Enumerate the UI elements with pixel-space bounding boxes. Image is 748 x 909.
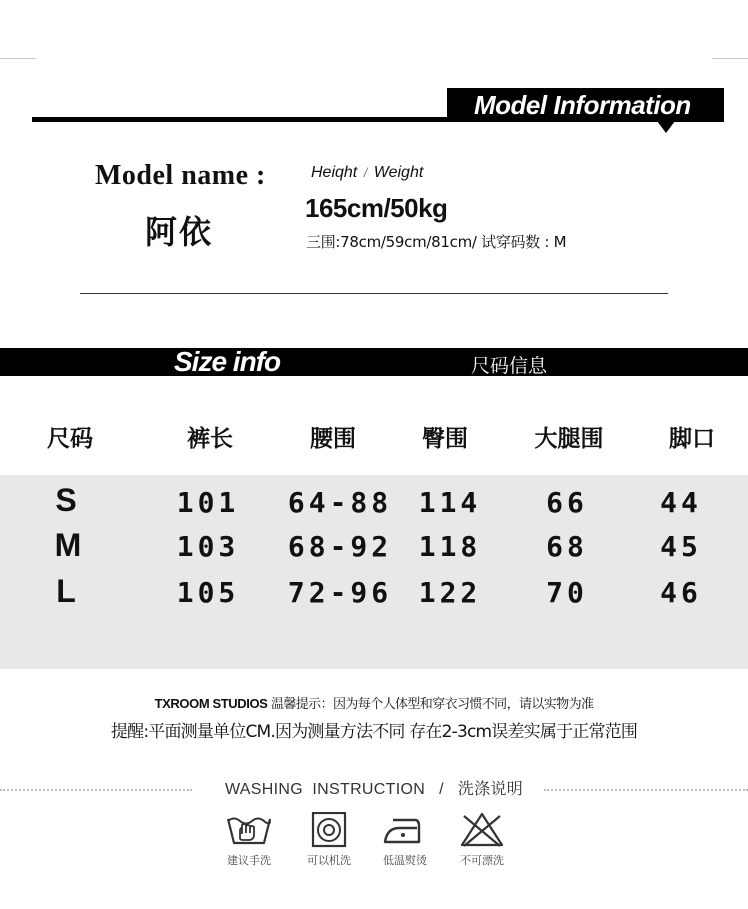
wash-item-no-bleach <box>442 812 522 868</box>
model-name-label: Model name : <box>95 160 266 191</box>
height-label: Heiqht <box>311 164 358 181</box>
washing-title-en: WASHING INSTRUCTION <box>224 781 426 798</box>
table-cell-thigh: 70 <box>546 576 588 609</box>
hand-wash-label: 建议手洗 <box>227 854 271 867</box>
no-bleach-label: 不可漂洗 <box>460 854 504 867</box>
header-hip: 臀围 <box>422 426 468 452</box>
washing-title <box>0 776 748 799</box>
table-cell-hip: 114 <box>418 486 482 519</box>
wash-item-machine-wash <box>289 812 369 868</box>
banner-notch <box>657 121 675 133</box>
tip-text: 温馨提示：因为每个人体型和穿衣习惯不同，请以实物为准 <box>267 697 594 712</box>
low-iron-label: 低温熨烫 <box>383 854 427 867</box>
table-cell-hem: 46 <box>660 576 702 609</box>
washing-title-cn: 洗涤说明 <box>457 781 524 798</box>
header-thigh: 大腿围 <box>534 426 604 452</box>
no-bleach-icon <box>442 812 522 848</box>
low-iron-icon <box>365 812 445 848</box>
wash-item-low-iron <box>365 812 445 868</box>
machine-wash-label: 可以机洗 <box>307 854 351 867</box>
table-cell-length: 103 <box>176 530 240 563</box>
table-cell-hip: 118 <box>418 530 482 563</box>
table-cell-thigh: 66 <box>546 486 588 519</box>
measurement-note: 提醒:平面测量单位CM.因为测量方法不同 存在2-3cm误差实属于正常范围 <box>110 722 638 742</box>
table-row-size: S <box>55 482 77 518</box>
table-cell-length: 101 <box>176 486 240 519</box>
corner-line-right <box>712 58 748 59</box>
table-cell-thigh: 68 <box>546 530 588 563</box>
brand-name: TXROOM STUDIOS <box>154 696 268 711</box>
size-info-banner <box>0 348 748 376</box>
header-size: 尺码 <box>47 426 93 452</box>
table-cell-waist: 64-88 <box>287 486 393 519</box>
model-info-divider <box>80 293 668 294</box>
header-hem: 脚口 <box>669 426 715 452</box>
machine-wash-icon <box>289 812 369 848</box>
table-cell-waist: 72-96 <box>287 576 393 609</box>
table-row-size: L <box>56 573 76 609</box>
model-info-banner-title: Model Information <box>474 90 691 120</box>
header-waist: 腰围 <box>310 426 356 452</box>
size-info-title-cn: 尺码信息 <box>471 355 548 377</box>
table-cell-waist: 68-92 <box>287 530 393 563</box>
height-weight-value: 165cm/50kg <box>305 193 448 223</box>
hand-wash-icon <box>209 812 289 848</box>
washing-title-separator: / <box>439 781 444 798</box>
height-weight-label <box>311 164 423 182</box>
corner-line-left <box>0 58 36 59</box>
wash-item-hand-wash <box>209 812 289 868</box>
weight-label: Weight <box>373 164 424 181</box>
table-row-size: M <box>54 527 82 563</box>
table-cell-length: 105 <box>176 576 240 609</box>
model-name-value: 阿依 <box>145 213 214 251</box>
table-cell-hip: 122 <box>418 576 482 609</box>
tip-note <box>0 693 748 712</box>
model-measurements: 三围:78cm/59cm/81cm/ 试穿码数 : M <box>306 233 567 251</box>
size-info-title-en: Size info <box>174 346 281 377</box>
height-weight-separator: / <box>363 165 368 180</box>
table-cell-hem: 45 <box>660 530 702 563</box>
header-length: 裤长 <box>187 426 233 452</box>
table-cell-hem: 44 <box>660 486 702 519</box>
